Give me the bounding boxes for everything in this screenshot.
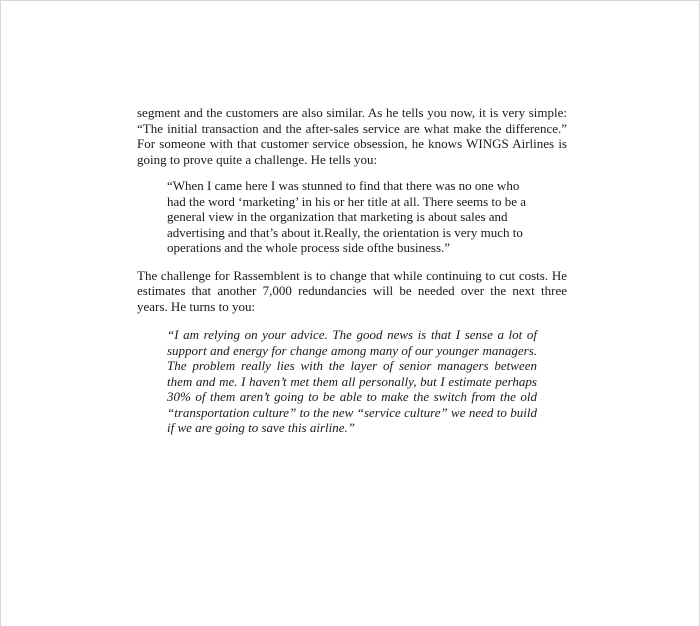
quote-marketing: “When I came here I was stunned to find that there was no one who had the word ‘marketing’ in his or her title at all. There seems to be a general view in the organization that marketing is about sales and advertising and that’s about it.Really, the orientation is very much to operations and the whole process side ofthe business.” — [167, 178, 527, 255]
paragraph-challenge: The challenge for Rassemblent is to change that while continuing to cut costs. He estimates that another 7,000 redundancies will be needed over the next three years. He turns to you: — [137, 267, 567, 314]
document-body — [137, 105, 567, 436]
quote-advice: “I am relying on your advice. The good news is that I sense a lot of support and energy for change among many of our younger managers. The problem really lies with the layer of senior managers between them and me. I haven’t met them all personally, but I estimate perhaps 30% of them aren’t going to be able to make the switch from the old “transportation culture” to the new “service culture” we need to build if we are going to save this airline.” — [167, 327, 537, 435]
paragraph-customer-service: segment and the customers are also similar. As he tells you now, it is very simple: “The initial transaction and the after-sales service are what make the difference.” For someone with that customer service obsession, he knows WINGS Airlines is going to prove quite a challenge. He tells you: — [137, 105, 567, 167]
